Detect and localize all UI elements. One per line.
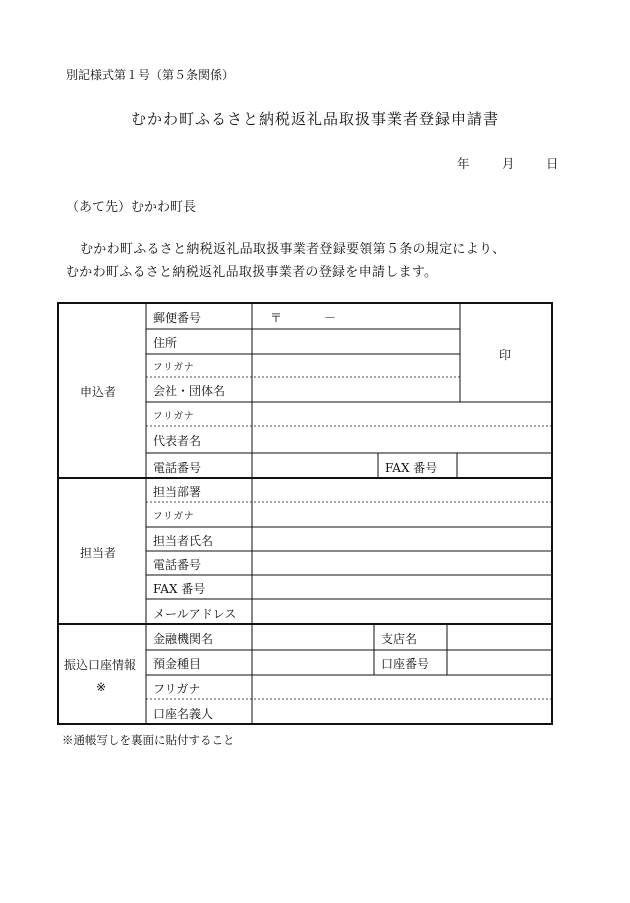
contact-fax-field[interactable] bbox=[253, 576, 551, 598]
contact-section-label: 担当者 bbox=[80, 546, 117, 560]
applicant-section-label: 申込者 bbox=[80, 385, 117, 399]
company-name-label: 会社・団体名 bbox=[153, 384, 226, 398]
contact-furigana-field[interactable] bbox=[253, 503, 551, 526]
document-title: むかわ町ふるさと納税返礼品取扱事業者登録申請書 bbox=[130, 110, 499, 128]
seal-area[interactable] bbox=[461, 304, 551, 401]
representative-field[interactable] bbox=[253, 427, 551, 452]
body-text-line-1: むかわ町ふるさと納税返礼品取扱事業者登録要領第５条の規定により、 bbox=[80, 242, 506, 257]
account-number-label: 口座番号 bbox=[381, 657, 430, 671]
addressee: （あて先）むかわ町長 bbox=[66, 200, 197, 215]
representative-furigana-field[interactable] bbox=[253, 403, 551, 425]
postal-mark: 〒 bbox=[270, 311, 283, 325]
applicant-phone-field[interactable] bbox=[253, 454, 377, 477]
date-month-label: 月 bbox=[502, 156, 515, 171]
branch-label: 支店名 bbox=[381, 632, 418, 646]
account-holder-label: 口座名義人 bbox=[153, 707, 214, 721]
account-type-label: 預金種目 bbox=[153, 657, 202, 671]
company-name-field[interactable] bbox=[253, 378, 459, 401]
date-day-label: 日 bbox=[546, 156, 559, 171]
bank-furigana-label: フリガナ bbox=[153, 682, 201, 696]
representative-furigana-label: フリガナ bbox=[153, 411, 195, 422]
contact-name-field[interactable] bbox=[253, 528, 551, 550]
account-type-field[interactable] bbox=[253, 651, 373, 674]
email-field[interactable] bbox=[253, 600, 551, 623]
address-field[interactable] bbox=[253, 330, 459, 353]
branch-field[interactable] bbox=[448, 625, 551, 649]
company-furigana-field[interactable] bbox=[253, 355, 459, 376]
bank-institution-label: 金融機関名 bbox=[153, 632, 214, 646]
applicant-phone-label: 電話番号 bbox=[153, 461, 202, 475]
body-text-line-2: むかわ町ふるさと納税返礼品取扱事業者の登録を申請します。 bbox=[66, 265, 438, 280]
applicant-fax-field[interactable] bbox=[458, 454, 551, 477]
contact-furigana-label: フリガナ bbox=[153, 511, 195, 522]
bank-section-mark: ※ bbox=[96, 680, 107, 694]
contact-name-label: 担当者氏名 bbox=[153, 534, 214, 548]
bank-section-label: 振込口座情報 bbox=[64, 658, 137, 672]
postal-code-field[interactable] bbox=[253, 304, 459, 328]
bank-furigana-field[interactable] bbox=[253, 676, 551, 698]
postal-code-dash: － bbox=[324, 311, 337, 325]
representative-label: 代表者名 bbox=[153, 434, 202, 448]
applicant-fax-label: FAX 番号 bbox=[385, 461, 438, 475]
email-label: メールアドレス bbox=[153, 607, 237, 621]
account-holder-field[interactable] bbox=[253, 700, 551, 723]
contact-phone-field[interactable] bbox=[253, 552, 551, 574]
contact-fax-label: FAX 番号 bbox=[153, 582, 206, 596]
department-field[interactable] bbox=[253, 479, 551, 501]
bank-institution-field[interactable] bbox=[253, 625, 373, 649]
form-number-label: 別記様式第１号（第５条関係） bbox=[66, 68, 235, 82]
date-year-label: 年 bbox=[457, 156, 470, 171]
department-label: 担当部署 bbox=[153, 485, 202, 499]
postal-code-label: 郵便番号 bbox=[153, 311, 202, 325]
contact-phone-label: 電話番号 bbox=[153, 558, 202, 572]
company-furigana-label: フリガナ bbox=[153, 362, 195, 373]
address-label: 住所 bbox=[153, 336, 178, 350]
account-number-field[interactable] bbox=[448, 651, 551, 674]
seal-label: 印 bbox=[499, 348, 512, 362]
footnote: ※通帳写しを裏面に貼付すること bbox=[62, 733, 235, 747]
